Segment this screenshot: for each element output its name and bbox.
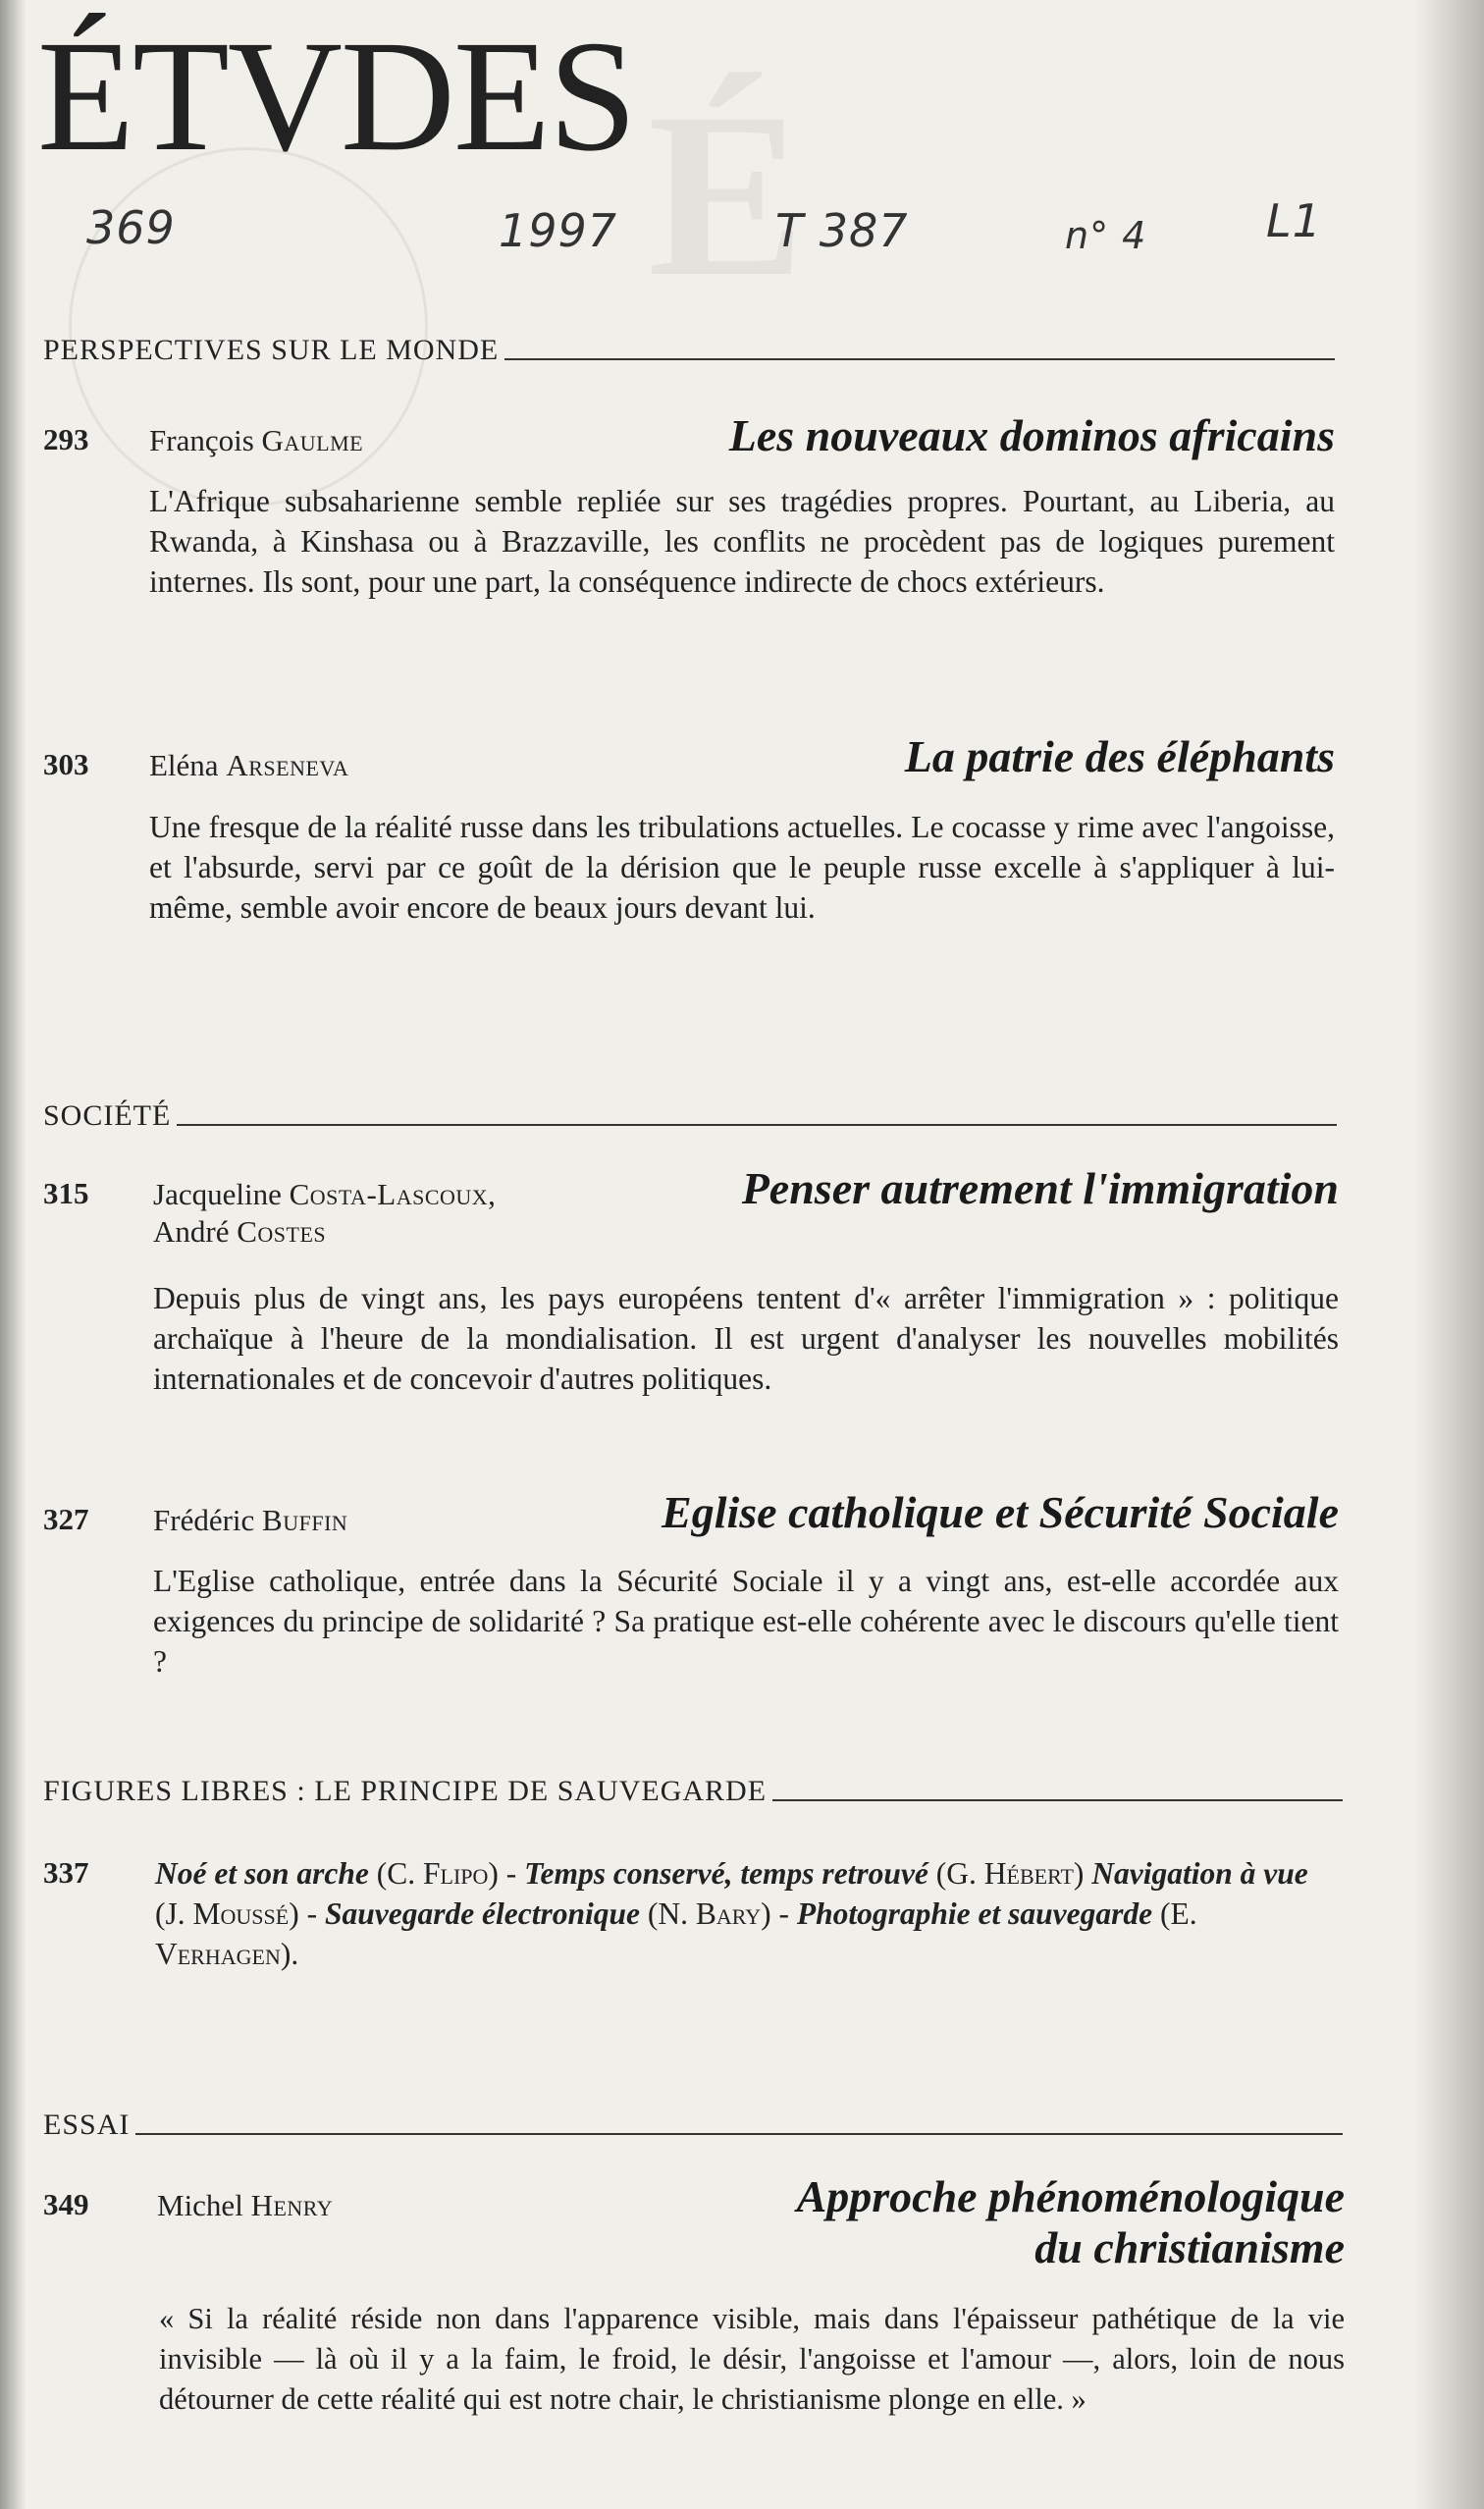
section-societe xyxy=(43,1099,1337,1133)
handwritten-issue: n° 4 xyxy=(1065,214,1147,257)
handwritten-volume: 369 xyxy=(86,201,176,254)
figure-title: Temps conservé, temps retrouvé xyxy=(524,1856,928,1891)
section-rule xyxy=(504,358,1335,360)
figure-author: E. Verhagen xyxy=(155,1896,1197,1971)
author-first-name: Michel xyxy=(157,2188,243,2222)
figure-author: G. Hébert xyxy=(946,1856,1074,1891)
article-abstract: L'Afrique subsaharienne semble repliée sur ses tragédies propres. Pourtant, au Liberia, au Rwanda, à Kinshasa ou à Brazzaville, les conflits ne procèdent pas de logiques purement internes. Ils sont, pour une part, la conséquence indirecte de chocs extérieurs. xyxy=(149,484,1335,599)
figure-title: Noé et son arche xyxy=(155,1856,369,1891)
scan-left-edge xyxy=(0,0,26,2509)
article-abstract: « Si la réalité réside non dans l'apparence visible, mais dans l'épaisseur pathétique de la vie invisible — là où il y a la faim, le froid, le désir, l'angoisse et l'amour —, alors, loin de nous détourner de cette réalité qui est notre chair, le christianisme plonge en elle. » xyxy=(159,2302,1345,2416)
author-last-name: Costa-Lascoux, xyxy=(289,1177,497,1211)
figures-list: Noé et son arche (C. Flipo) - Temps conservé, temps retrouvé (G. Hébert) Navigation à vue (J. Moussé) - Sauvegarde électronique (N. Bary) - Photographie et sauvegarde (E. Verhagen). xyxy=(155,1856,1308,1971)
author-last-name: Arseneva xyxy=(226,748,349,782)
section-perspectives xyxy=(43,334,1335,367)
handwritten-mark: L1 xyxy=(1266,194,1322,247)
section-rule xyxy=(177,1124,1337,1126)
section-label: SOCIÉTÉ xyxy=(43,1099,172,1132)
article-author xyxy=(153,1502,347,1539)
handwritten-year: 1997 xyxy=(499,204,618,257)
bleed-through-masthead: É xyxy=(648,64,814,325)
section-label: ESSAI xyxy=(43,2109,131,2141)
article-author xyxy=(149,422,363,459)
article-page-number: 349 xyxy=(43,2187,89,2221)
section-rule xyxy=(135,2133,1343,2135)
article-title xyxy=(797,2171,1345,2273)
title-line: Approche phénoménologique xyxy=(796,2171,1345,2221)
author-first-name: Eléna xyxy=(149,748,219,782)
section-label: PERSPECTIVES SUR LE MONDE xyxy=(43,334,500,366)
author-last-name: Henry xyxy=(250,2188,334,2222)
article-abstract: Depuis plus de vingt ans, les pays européens tentent d'« arrêter l'immigration » : politique archaïque à l'heure de la mondialisation. Il est urgent d'analyser les nouvelles mobilités internationales et de concevoir d'autres politiques. xyxy=(153,1281,1339,1396)
article-title: Eglise catholique et Sécurité Sociale xyxy=(662,1487,1339,1537)
article-page-number: 303 xyxy=(43,747,89,781)
article-page-number: 293 xyxy=(43,422,89,456)
author-last-name: Costes xyxy=(237,1214,327,1249)
author-last-name: Gaulme xyxy=(261,423,364,457)
article-title: Penser autrement l'immigration xyxy=(741,1163,1339,1213)
figure-title: Sauvegarde électronique xyxy=(324,1896,641,1931)
author-last-name: Buffin xyxy=(262,1503,348,1537)
article-title: Les nouveaux dominos africains xyxy=(728,410,1335,460)
section-essai xyxy=(43,2109,1343,2142)
handwritten-tome: T 387 xyxy=(775,204,909,257)
figure-author: J. Moussé xyxy=(165,1896,290,1931)
article-title: La patrie des éléphants xyxy=(904,731,1335,781)
figure-title: Photographie et sauvegarde xyxy=(796,1896,1153,1931)
figure-author: N. Bary xyxy=(658,1896,762,1931)
section-label: FIGURES LIBRES : LE PRINCIPE DE SAUVEGARDE xyxy=(43,1775,768,1807)
section-rule xyxy=(772,1799,1343,1801)
author-first-name: André xyxy=(153,1214,230,1249)
article-page-number: 315 xyxy=(43,1176,89,1210)
figure-title: Navigation à vue xyxy=(1091,1856,1308,1891)
title-line: du christianisme xyxy=(1034,2222,1345,2272)
article-page-number: 337 xyxy=(43,1855,89,1890)
scan-right-edge xyxy=(1415,0,1484,2509)
article-abstract: Une fresque de la réalité russe dans les tribulations actuelles. Le cocasse y rime avec l'angoisse, et l'absurde, servi par ce goût de la dérision que le peuple russe excelle à s'appliquer à lui-même, semble avoir encore de beaux jours devant lui. xyxy=(149,810,1335,925)
figure-author: C. Flipo xyxy=(387,1856,489,1891)
article-author xyxy=(149,747,348,784)
article-author xyxy=(153,1176,496,1251)
article-page-number: 327 xyxy=(43,1502,89,1536)
author-first-name: Jacqueline xyxy=(153,1177,282,1211)
article-author xyxy=(157,2187,333,2224)
author-first-name: Frédéric xyxy=(153,1503,255,1537)
article-abstract: L'Eglise catholique, entrée dans la Sécurité Sociale il y a vingt ans, est-elle accordée aux exigences du principe de solidarité ? Sa pratique est-elle cohérente avec le discours qu'elle tient ? xyxy=(153,1564,1339,1679)
section-figures-libres xyxy=(43,1775,1343,1808)
author-first-name: François xyxy=(149,423,254,457)
masthead-title: ÉTVDES xyxy=(37,9,635,185)
